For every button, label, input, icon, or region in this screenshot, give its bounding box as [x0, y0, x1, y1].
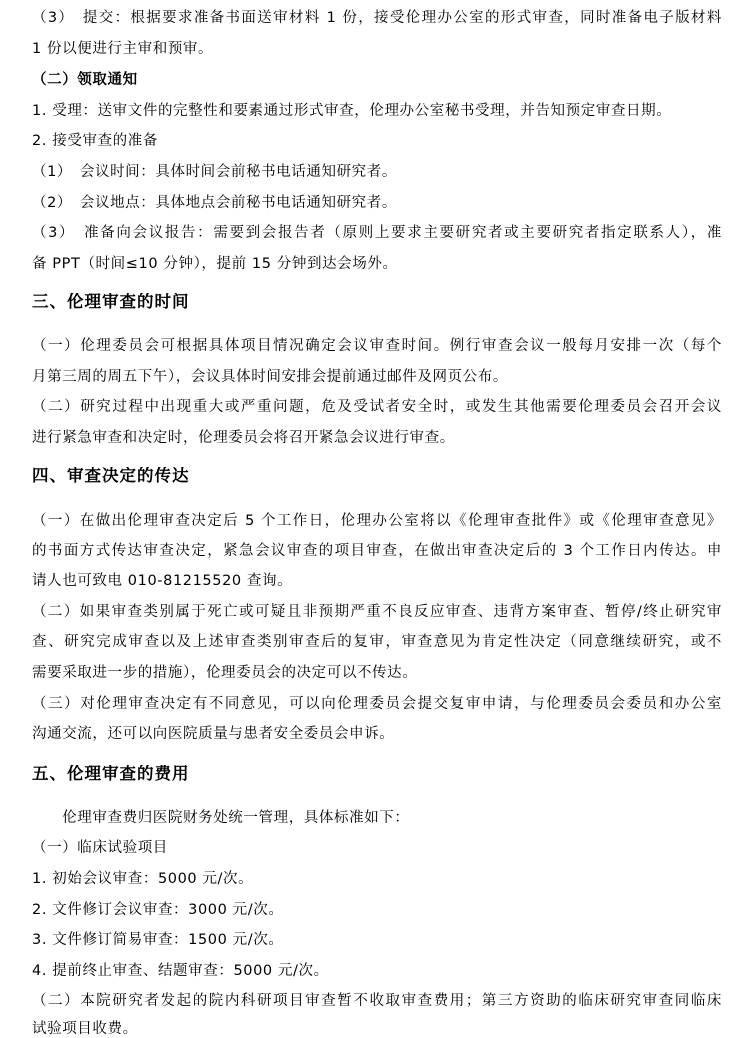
- subheading: （二）领取通知: [32, 72, 138, 88]
- paragraph-line: （2） 会议地点：具体地点会前秘书电话通知研究者。: [32, 195, 397, 211]
- paragraph-line: （二）本院研究者发起的院内科研项目审查暂不收取审查费用；第三方资助的临床研究审查同临床: [32, 993, 722, 1009]
- paragraph-line: 1. 受理：送审文件的完整性和要素通过形式审查，伦理办公室秘书受理，并告知预定审查日期。: [32, 103, 672, 119]
- paragraph-line: （一）伦理委员会可根据具体项目情况确定会议审查时间。例行审查会议一般每月安排一次（每个: [32, 338, 722, 354]
- paragraph-line: 查、研究完成审查以及上述审查类别审查后的复审，审查意见为肯定性决定（同意继续研究，或不: [32, 634, 722, 650]
- paragraph-line: （3） 提交：根据要求准备书面送审材料 1 份，接受伦理办公室的形式审查，同时准备电子版材料: [32, 10, 722, 26]
- paragraph-line: 2. 接受审查的准备: [32, 133, 158, 149]
- paragraph-line: 1. 初始会议审查：5000 元/次。: [32, 871, 254, 887]
- paragraph-line: （三）对伦理审查决定有不同意见，可以向伦理委员会提交复审申请，与伦理委员会委员和办公室: [32, 696, 722, 712]
- paragraph-line: 4. 提前终止审查、结题审查：5000 元/次。: [32, 963, 329, 979]
- paragraph-line: 沟通交流，还可以向医院质量与患者安全委员会申诉。: [32, 726, 395, 742]
- paragraph-line: 月第三周的周五下午），会议具体时间安排会提前通过邮件及网页公布。: [32, 369, 508, 385]
- paragraph-line: （二）研究过程中出现重大或严重问题，危及受试者安全时，或发生其他需要伦理委员会召开会议: [32, 399, 722, 415]
- paragraph-line: （3） 准备向会议报告：需要到会报告者（原则上要求主要研究者或主要研究者指定联系人），准: [32, 225, 722, 241]
- paragraph-line: 进行紧急审查和决定时，伦理委员会将召开紧急会议进行审查。: [32, 430, 455, 446]
- section-heading: 五、伦理审查的费用: [32, 765, 190, 783]
- paragraph-line: （1） 会议时间：具体时间会前秘书电话通知研究者。: [32, 164, 397, 180]
- paragraph-line: 伦理审查费归医院财务处统一管理，具体标准如下：: [32, 810, 410, 826]
- paragraph-line: 1 份以便进行主审和预审。: [32, 41, 214, 57]
- paragraph-line: 请人也可致电 010-81215520 查询。: [32, 573, 293, 589]
- section-heading: 四、审查决定的传达: [32, 467, 190, 485]
- paragraph-line: 备 PPT（时间≤10 分钟），提前 15 分钟到达会场外。: [32, 256, 398, 272]
- paragraph-line: （一）在做出伦理审查决定后 5 个工作日，伦理办公室将以《伦理审查批件》或《伦理审查意见》: [32, 513, 722, 529]
- paragraph-line: 2. 文件修订会议审查：3000 元/次。: [32, 902, 284, 918]
- paragraph-line: 的书面方式传达审查决定，紧急会议审查的项目审查，在做出审查决定后的 3 个工作日内传达。申: [32, 543, 722, 559]
- paragraph-line: 3. 文件修订简易审查：1500 元/次。: [32, 932, 284, 948]
- section-heading: 三、伦理审查的时间: [32, 293, 190, 311]
- paragraph-line: 试验项目收费。: [32, 1021, 138, 1037]
- paragraph-line: （二）如果审查类别属于死亡或可疑且非预期严重不良反应审查、违背方案审查、暂停/终止研究审: [32, 604, 722, 620]
- paragraph-line: （一）临床试验项目: [32, 840, 168, 856]
- paragraph-line: 需要采取进一步的措施），伦理委员会的决定可以不传达。: [32, 665, 418, 681]
